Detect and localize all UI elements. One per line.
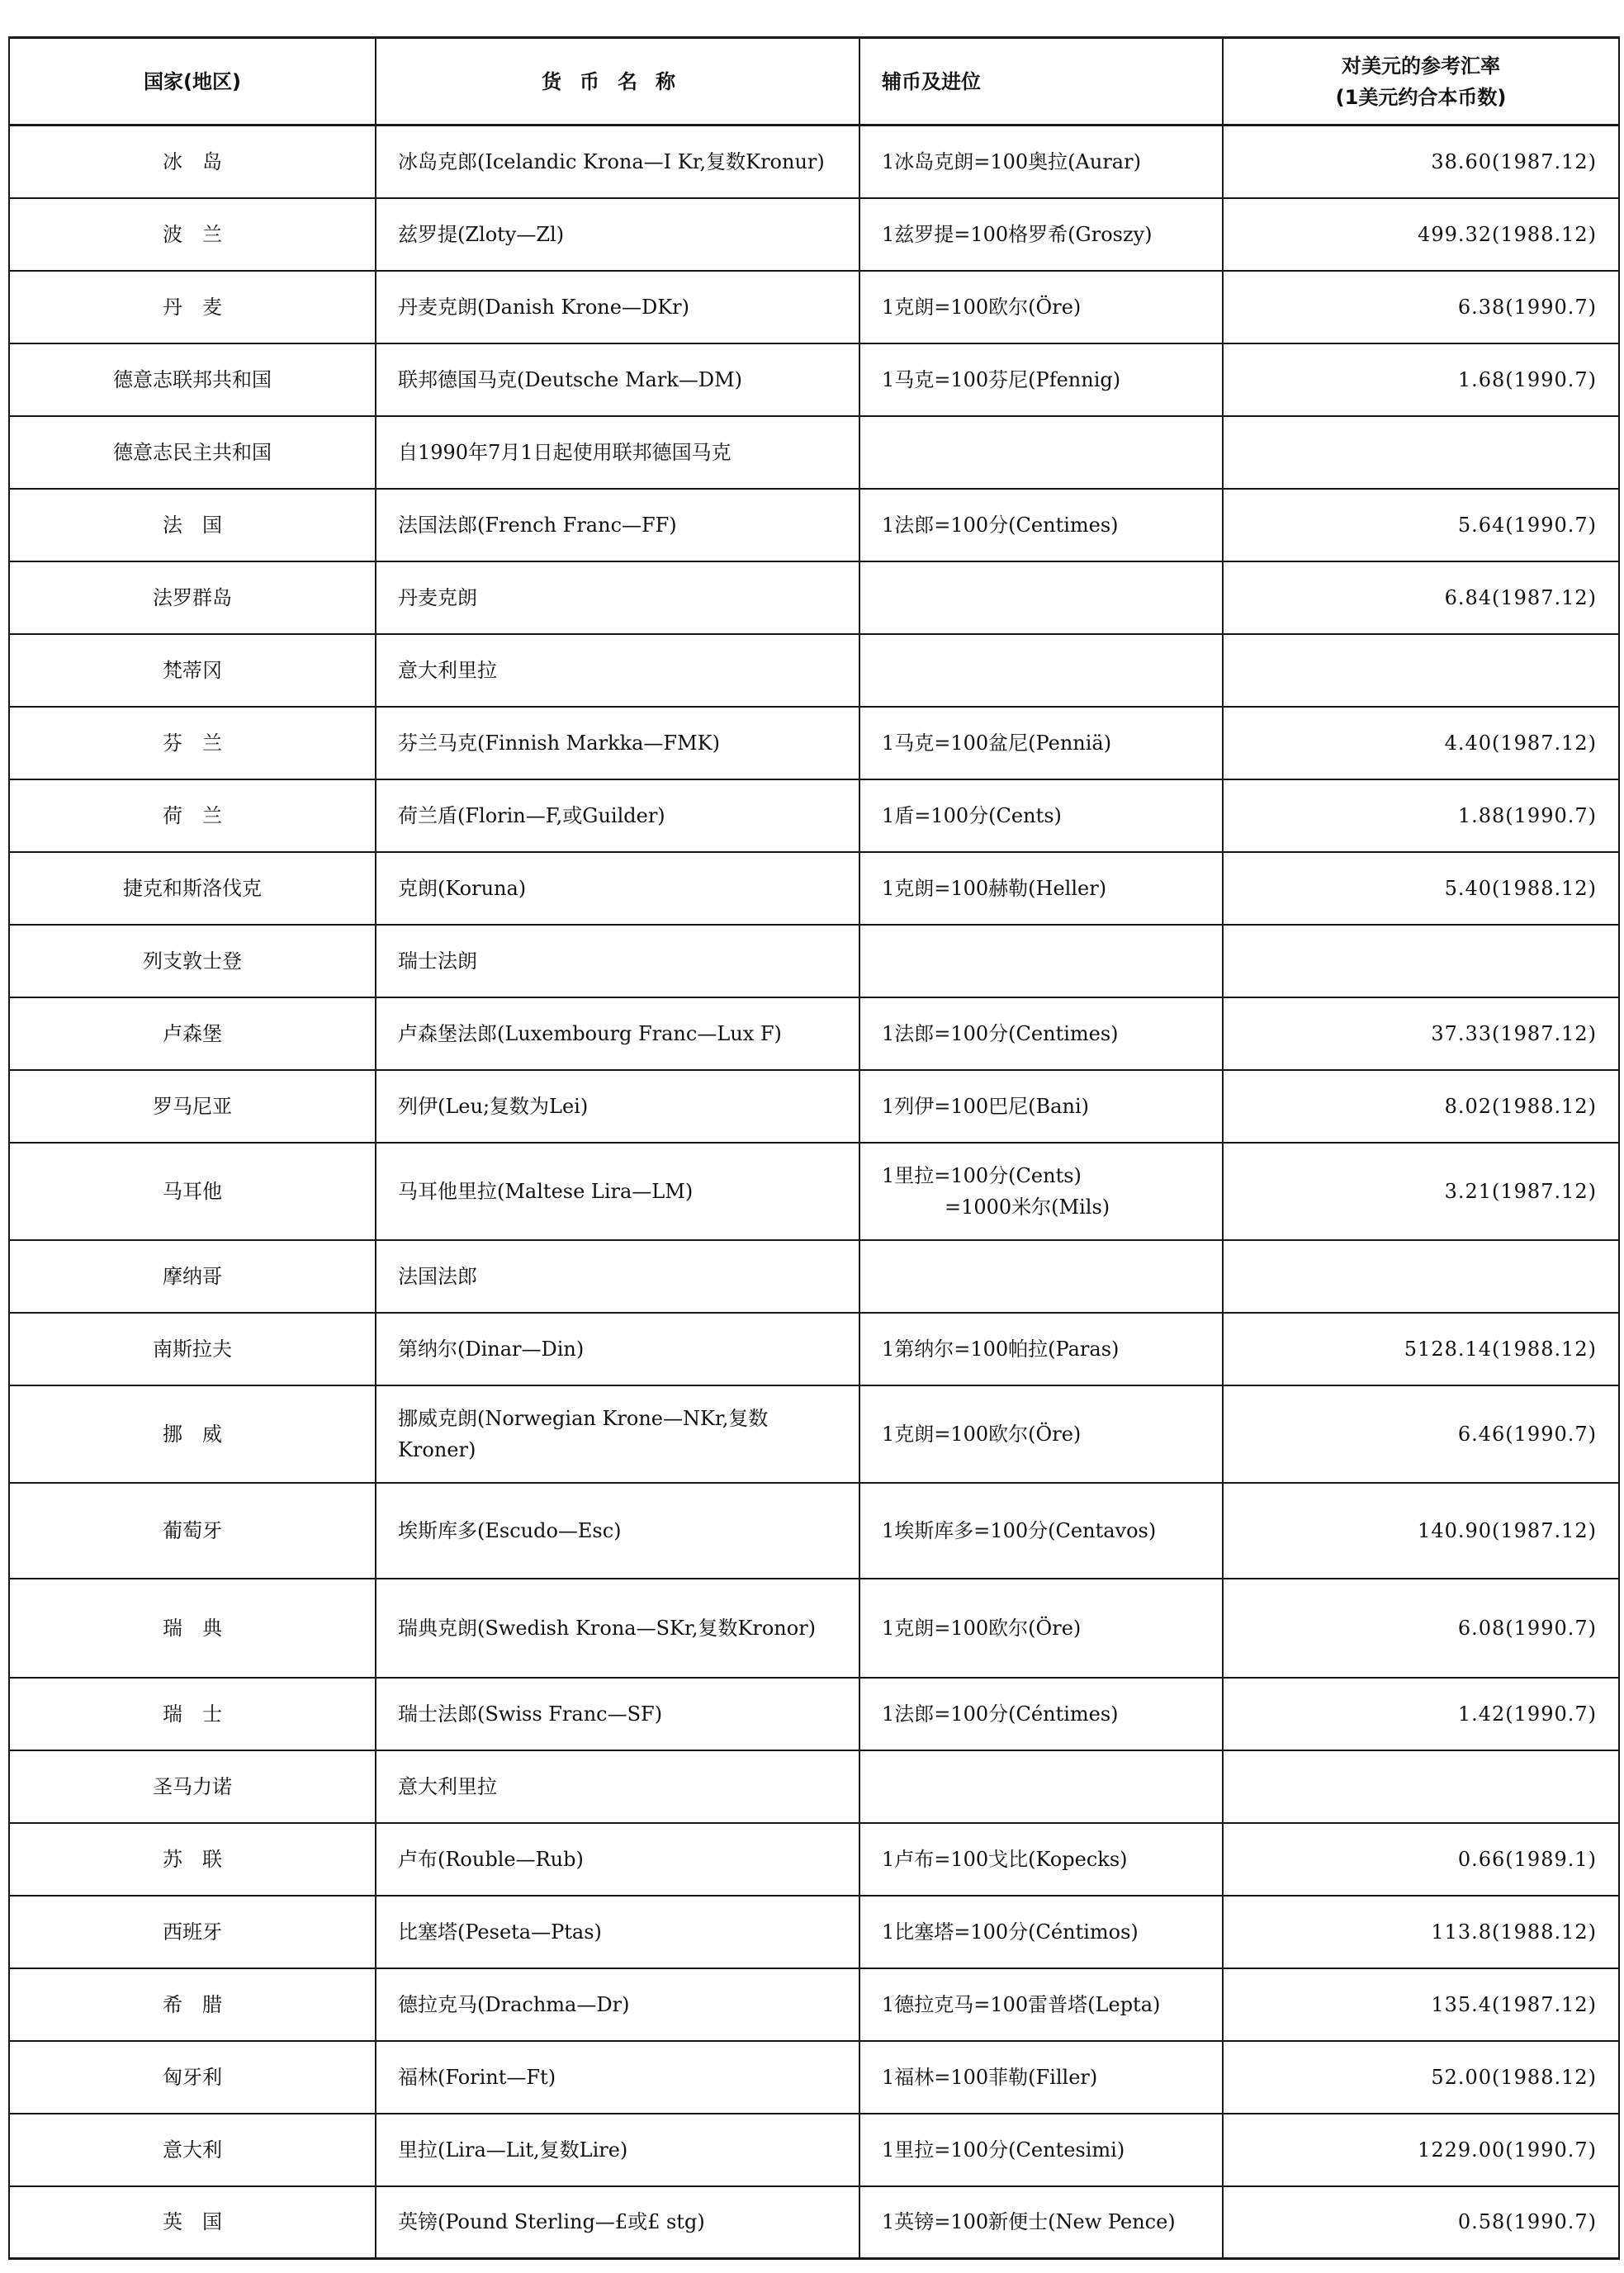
subunit-cell	[859, 1143, 1223, 1240]
subunit-cell: 1里拉=100分(Centesimi)	[859, 2114, 1223, 2186]
subunit-cell	[859, 416, 1223, 489]
subunit-cell	[859, 1240, 1223, 1313]
table-row	[9, 2041, 1619, 2114]
table-row	[9, 1143, 1619, 1240]
subunit-cell: 1克朗=100欧尔(Öre)	[859, 271, 1223, 343]
header-currency-name: 货币名称	[376, 38, 859, 125]
currency-cell: 卢森堡法郎(Luxembourg Franc—Lux F)	[376, 997, 859, 1070]
table-row	[9, 343, 1619, 416]
table-row	[9, 1579, 1619, 1678]
currency-cell: 第纳尔(Dinar—Din)	[376, 1313, 859, 1385]
subunit-cell: 1德拉克马=100雷普塔(Lepta)	[859, 1968, 1223, 2041]
country-cell: 摩纳哥	[9, 1240, 376, 1313]
country-cell: 梵蒂冈	[9, 634, 376, 707]
subunit-line1: 1里拉=100分(Cents)	[882, 1163, 1082, 1187]
country-cell: 葡萄牙	[9, 1483, 376, 1579]
currency-cell: 兹罗提(Zloty—Zl)	[376, 198, 859, 271]
rate-cell: 1.68(1990.7)	[1223, 343, 1619, 416]
country-cell: 卢森堡	[9, 997, 376, 1070]
table-row	[9, 489, 1619, 561]
currency-cell: 马耳他里拉(Maltese Lira—LM)	[376, 1143, 859, 1240]
subunit-cell: 1比塞塔=100分(Céntimos)	[859, 1896, 1223, 1968]
rate-cell: 135.4(1987.12)	[1223, 1968, 1619, 2041]
rate-cell: 1.88(1990.7)	[1223, 779, 1619, 852]
header-rate-line1: 对美元的参考汇率	[1342, 54, 1500, 78]
table-row	[9, 1313, 1619, 1385]
table-row	[9, 2186, 1619, 2259]
country-cell: 冰 岛	[9, 125, 376, 198]
header-row	[9, 38, 1619, 125]
currency-cell: 荷兰盾(Florin—F,或Guilder)	[376, 779, 859, 852]
country-cell: 丹 麦	[9, 271, 376, 343]
rate-cell: 1229.00(1990.7)	[1223, 2114, 1619, 2186]
table-row	[9, 416, 1619, 489]
rate-cell: 6.08(1990.7)	[1223, 1579, 1619, 1678]
country-cell: 德意志民主共和国	[9, 416, 376, 489]
rate-cell: 5.64(1990.7)	[1223, 489, 1619, 561]
rate-cell	[1223, 416, 1619, 489]
subunit-cell: 1第纳尔=100帕拉(Paras)	[859, 1313, 1223, 1385]
rate-cell: 6.84(1987.12)	[1223, 561, 1619, 634]
rate-cell	[1223, 1240, 1619, 1313]
currency-cell: 德拉克马(Drachma—Dr)	[376, 1968, 859, 2041]
currency-cell: 法国法郎(French Franc—FF)	[376, 489, 859, 561]
country-cell: 瑞 士	[9, 1678, 376, 1750]
table-row	[9, 1385, 1619, 1483]
table-row	[9, 925, 1619, 997]
currency-cell: 联邦德国马克(Deutsche Mark—DM)	[376, 343, 859, 416]
rate-cell: 1.42(1990.7)	[1223, 1678, 1619, 1750]
rate-cell	[1223, 925, 1619, 997]
country-cell: 波 兰	[9, 198, 376, 271]
subunit-cell: 1英镑=100新便士(New Pence)	[859, 2186, 1223, 2259]
table-row	[9, 852, 1619, 925]
header-rate	[1223, 38, 1619, 125]
subunit-cell: 1兹罗提=100格罗希(Groszy)	[859, 198, 1223, 271]
rate-cell: 113.8(1988.12)	[1223, 1896, 1619, 1968]
currency-cell: 冰岛克郎(Icelandic Krona—I Kr,复数Kronur)	[376, 125, 859, 198]
subunit-cell: 1克朗=100欧尔(Öre)	[859, 1385, 1223, 1483]
rate-cell	[1223, 634, 1619, 707]
subunit-cell	[859, 634, 1223, 707]
rate-cell: 52.00(1988.12)	[1223, 2041, 1619, 2114]
country-cell: 荷 兰	[9, 779, 376, 852]
table-row	[9, 707, 1619, 779]
country-cell: 匈牙利	[9, 2041, 376, 2114]
rate-cell: 5.40(1988.12)	[1223, 852, 1619, 925]
country-cell: 法罗群岛	[9, 561, 376, 634]
country-cell: 德意志联邦共和国	[9, 343, 376, 416]
table-row	[9, 198, 1619, 271]
country-cell: 南斯拉夫	[9, 1313, 376, 1385]
subunit-cell: 1福林=100菲勒(Filler)	[859, 2041, 1223, 2114]
table-row	[9, 1968, 1619, 2041]
table-row	[9, 1823, 1619, 1896]
currency-cell: 里拉(Lira—Lit,复数Lire)	[376, 2114, 859, 2186]
table-row	[9, 1678, 1619, 1750]
currency-cell: 法国法郎	[376, 1240, 859, 1313]
country-cell: 挪 威	[9, 1385, 376, 1483]
currency-cell: 英镑(Pound Sterling—£或£ stg)	[376, 2186, 859, 2259]
table-row	[9, 1896, 1619, 1968]
subunit-cell: 1克朗=100赫勒(Heller)	[859, 852, 1223, 925]
country-cell: 列支敦士登	[9, 925, 376, 997]
header-subunit: 辅币及进位	[859, 38, 1223, 125]
country-cell: 希 腊	[9, 1968, 376, 2041]
currency-cell: 瑞士法郎(Swiss Franc—SF)	[376, 1678, 859, 1750]
country-cell: 英 国	[9, 2186, 376, 2259]
table-row	[9, 2114, 1619, 2186]
country-cell: 罗马尼亚	[9, 1070, 376, 1143]
header-rate-line2: (1美元约合本币数)	[1335, 85, 1507, 109]
rate-cell	[1223, 1750, 1619, 1823]
rate-cell: 38.60(1987.12)	[1223, 125, 1619, 198]
currency-cell: 列伊(Leu;复数为Lei)	[376, 1070, 859, 1143]
rate-cell: 6.46(1990.7)	[1223, 1385, 1619, 1483]
currency-cell: 克朗(Koruna)	[376, 852, 859, 925]
subunit-cell: 1卢布=100戈比(Kopecks)	[859, 1823, 1223, 1896]
subunit-cell: 1法郎=100分(Centimes)	[859, 997, 1223, 1070]
rate-cell: 499.32(1988.12)	[1223, 198, 1619, 271]
currency-cell: 卢布(Rouble—Rub)	[376, 1823, 859, 1896]
currency-cell: 芬兰马克(Finnish Markka—FMK)	[376, 707, 859, 779]
subunit-cell: 1盾=100分(Cents)	[859, 779, 1223, 852]
subunit-cell: 1列伊=100巴尼(Bani)	[859, 1070, 1223, 1143]
subunit-cell	[859, 1750, 1223, 1823]
table-row	[9, 125, 1619, 198]
subunit-cell: 1埃斯库多=100分(Centavos)	[859, 1483, 1223, 1579]
table-row	[9, 1240, 1619, 1313]
subunit-cell: 1法郎=100分(Centimes)	[859, 489, 1223, 561]
currency-cell: 福林(Forint—Ft)	[376, 2041, 859, 2114]
currency-cell: 瑞典克朗(Swedish Krona—SKr,复数Kronor)	[376, 1579, 859, 1678]
rate-cell: 8.02(1988.12)	[1223, 1070, 1619, 1143]
subunit-cell: 1克朗=100欧尔(Öre)	[859, 1579, 1223, 1678]
rate-cell: 140.90(1987.12)	[1223, 1483, 1619, 1579]
country-cell: 捷克和斯洛伐克	[9, 852, 376, 925]
country-cell: 意大利	[9, 2114, 376, 2186]
country-cell: 西班牙	[9, 1896, 376, 1968]
currency-cell: 瑞士法朗	[376, 925, 859, 997]
table-row	[9, 1750, 1619, 1823]
currency-cell: 意大利里拉	[376, 634, 859, 707]
subunit-cell	[859, 561, 1223, 634]
subunit-cell: 1法郎=100分(Céntimes)	[859, 1678, 1223, 1750]
currency-cell: 丹麦克朗(Danish Krone—DKr)	[376, 271, 859, 343]
currency-cell: 比塞塔(Peseta—Ptas)	[376, 1896, 859, 1968]
table-row	[9, 1483, 1619, 1579]
country-cell: 芬 兰	[9, 707, 376, 779]
header-country: 国家(地区)	[9, 38, 376, 125]
country-cell: 苏 联	[9, 1823, 376, 1896]
subunit-cell	[859, 925, 1223, 997]
subunit-cell: 1冰岛克朗=100奥拉(Aurar)	[859, 125, 1223, 198]
currency-cell: 意大利里拉	[376, 1750, 859, 1823]
table-row	[9, 997, 1619, 1070]
currency-table	[8, 36, 1620, 2260]
table-row	[9, 1070, 1619, 1143]
rate-cell: 6.38(1990.7)	[1223, 271, 1619, 343]
rate-cell: 3.21(1987.12)	[1223, 1143, 1619, 1240]
currency-cell: 挪威克朗(Norwegian Krone—NKr,复数Kroner)	[376, 1385, 859, 1483]
subunit-cell: 1马克=100盆尼(Penniä)	[859, 707, 1223, 779]
rate-cell: 0.66(1989.1)	[1223, 1823, 1619, 1896]
currency-page	[8, 36, 1618, 2260]
subunit-cell: 1马克=100芬尼(Pfennig)	[859, 343, 1223, 416]
table-row	[9, 634, 1619, 707]
subunit-line2: =1000米尔(Mils)	[945, 1195, 1110, 1219]
rate-cell: 0.58(1990.7)	[1223, 2186, 1619, 2259]
country-cell: 圣马力诺	[9, 1750, 376, 1823]
currency-cell: 丹麦克朗	[376, 561, 859, 634]
rate-cell: 5128.14(1988.12)	[1223, 1313, 1619, 1385]
rate-cell: 4.40(1987.12)	[1223, 707, 1619, 779]
currency-cell: 埃斯库多(Escudo—Esc)	[376, 1483, 859, 1579]
country-cell: 法 国	[9, 489, 376, 561]
table-row	[9, 271, 1619, 343]
table-row	[9, 779, 1619, 852]
country-cell: 马耳他	[9, 1143, 376, 1240]
country-cell: 瑞 典	[9, 1579, 376, 1678]
rate-cell: 37.33(1987.12)	[1223, 997, 1619, 1070]
table-row	[9, 561, 1619, 634]
currency-cell: 自1990年7月1日起使用联邦德国马克	[376, 416, 859, 489]
